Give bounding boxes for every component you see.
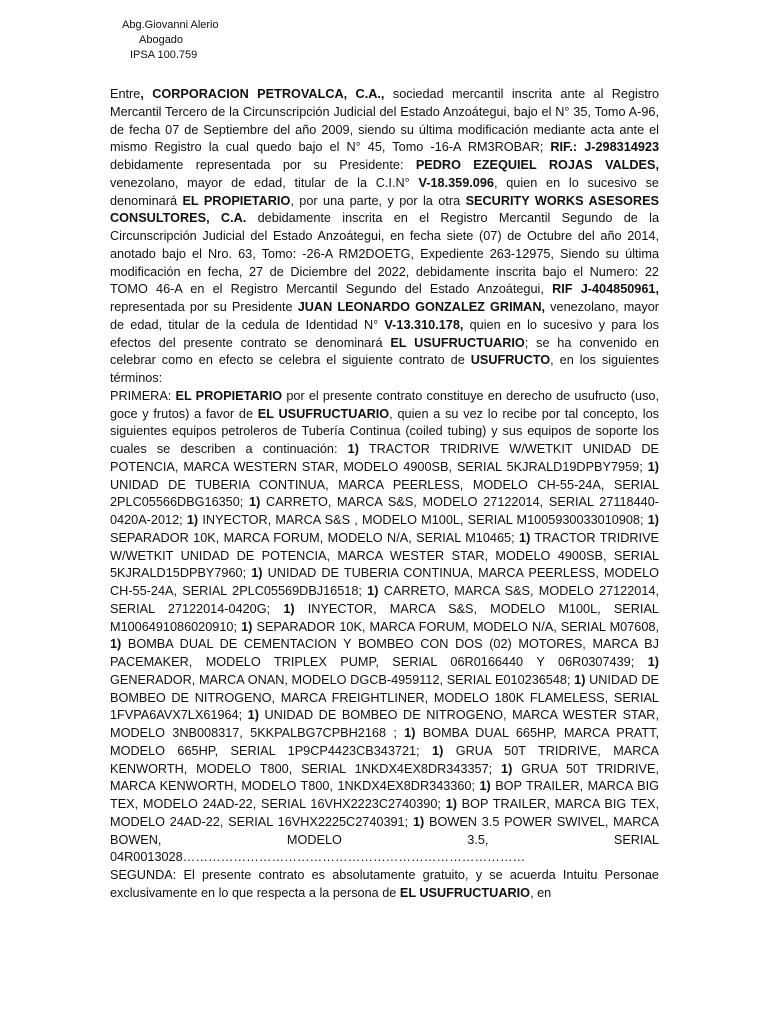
equipment-item-number: 1) xyxy=(283,601,295,616)
equipment-item-number: 1) xyxy=(367,584,379,598)
equipment-item-text: UNIDAD DE TUBERIA CONTINUA, MARCA PEERLESS, MODELO CH-55-24A, SERIAL 2PLC05566DBG16350; xyxy=(110,477,659,510)
equipment-item-number: 1) xyxy=(110,637,122,652)
equipment-item-text: CARRETO, MARCA S&S, MODELO 27122014, SERIAL 27122014-0420G; xyxy=(110,584,659,616)
equipment-item-number: 1) xyxy=(479,779,491,794)
equipment-item-number: 1) xyxy=(574,672,586,687)
equipment-item-text: GRUA 50T TRIDRIVE, MARCA KENWORTH, MODELO T800, SERIAL 1NKDX4EX8DR343357; xyxy=(110,743,660,776)
equipment-item-text: GRUA 50T TRIDRIVE, MARCA KENWORTH, MODELO T800, 1NKDX4EX8DR343360; xyxy=(110,761,660,794)
clause-primera: PRIMERA: EL PROPIETARIO por el presente contrato constituye en derecho de usufructo (uso, goce y frutos) a favor de EL USUFRUCTUARIO, quien a su vez lo recibe por tal concepto, los siguientes equipos petroleros de Tubería Continua (coiled tubing) y sus equipos de soporte los cuales se describen a continuación: 1) TRACTOR TRIDRIVE W/WETKIT UNIDAD DE POTENCIA, MARCA WESTERN STAR, MODELO 4900SB, SERIAL 5KJRALD19DPBY7959; 1) UNIDAD DE TUBERIA CONTINUA, MARCA PEERLESS, MODELO CH-55-24A, SERIAL 2PLC05566DBG16350; 1) CARRETO, MARCA S&S, MODELO 27122014, SERIAL 27118440-0420A-2012; 1) INYECTOR, MARCA S&S , MODELO M100L, SERIAL M1005930033010908; 1) SEPARADOR 10K, MARCA FORUM, MODELO N/A, SERIAL M10465; 1) TRACTOR TRIDRIVE W/WETKIT UNIDAD DE POTENCIA, MARCA WESTER STAR, MODELO 4900SB, SERIAL 5KJRALD15DPBY7960; 1) UNIDAD DE TUBERIA CONTINUA, MARCA PEERLESS, MODELO CH-55-24A, SERIAL 2PLC05569DBJ16518; 1) CARRETO, MARCA S&S, MODELO 27122014, SERIAL 27122014-0420G; 1) INYECTOR, MARCA S&S, MODELO M100L, SERIAL M1006491086020910; 1) SEPARADOR 10K, MARCA FORUM, MODELO N/A, SERIAL M07608, 1) BOMBA DUAL DE CEMENTACION Y BOMBEO CON DOS (02) MOTORES, MARCA BJ PACEMAKER, MODELO TRIPLEX PUMP, SERIAL 06R0166440 Y 06R0307439; 1) GENERADOR, MARCA ONAN, MODELO DGCB-4959112, SERIAL E010236548; 1) UNIDAD DE BOMBEO DE NITROGENO, MARCA FREIGHTLINER, MODELO 180K FLAMELESS, SERIAL 1FVPA6AVX7LX61964; 1) UNIDAD DE BOMBEO DE NITROGENO, MARCA WESTER STAR, MODELO 3NB008317, 5KKPALBG7CPBH2168 ; 1) BOMBA DUAL 665HP, MARCA PRATT, MODELO 665HP, SERIAL 1P9CP4423CB343721; 1) GRUA 50T TRIDRIVE, MARCA KENWORTH, MODELO T800, SERIAL 1NKDX4EX8DR343357; 1) GRUA 50T TRIDRIVE, MARCA KENWORTH, MODELO T800, 1NKDX4EX8DR343360; 1) BOP TRAILER, MARCA BIG TEX, MODELO 24AD-22, SERIAL 16VHX2223C2740390; 1) BOP TRAILER, MARCA BIG TEX, MODELO 24AD-22, SERIAL 16VHX2225C2740391; 1) BOWEN 3.5 POWER SWIVEL, MARCA BOWEN, MODELO 3.5, SERIAL 04R0013028……………………………………………………………………… xyxy=(110,388,660,865)
equipment-item-text: BOMBA DUAL DE CEMENTACION Y BOMBEO CON DOS (02) MOTORES, MARCA BJ PACEMAKER, MODELO TRIPLEX PUMP, SERIAL 06R0166440 Y 06R0307439; xyxy=(110,637,659,669)
letterhead xyxy=(118,18,238,63)
equipment-item-text: UNIDAD DE TUBERIA CONTINUA, MARCA PEERLESS, MODELO CH-55-24A, SERIAL 2PLC05569DBJ16518; xyxy=(110,566,659,598)
equipment-item-text: SEPARADOR 10K, MARCA FORUM, MODELO N/A, SERIAL M07608, xyxy=(252,619,659,634)
equipment-item-number: 1) xyxy=(404,726,416,740)
equipment-list xyxy=(110,442,659,864)
equipment-item-number: 1) xyxy=(647,459,659,474)
equipment-item-number: 1) xyxy=(519,530,531,545)
equipment-item-number: 1) xyxy=(432,743,444,758)
equipment-item-text: SEPARADOR 10K, MARCA FORUM, MODELO N/A, SERIAL M10465; xyxy=(110,530,520,545)
equipment-item-text: CARRETO, MARCA S&S, MODELO 27122014, SERIAL 27118440-0420A-2012; xyxy=(110,495,659,527)
contract-body xyxy=(110,86,659,903)
equipment-item-text: TRACTOR TRIDRIVE W/WETKIT UNIDAD DE POTENCIA, MARCA WESTERN STAR, MODELO 4900SB, SERIAL 5KJRALD19DPBY7959; xyxy=(110,442,659,474)
equipment-item-number: 1) xyxy=(241,619,253,634)
equipment-item-number: 1) xyxy=(445,797,457,811)
equipment-item-number: 1) xyxy=(647,655,659,669)
equipment-item-number: 1) xyxy=(412,814,425,829)
equipment-item-number: 1) xyxy=(501,761,513,776)
equipment-item-text: TRACTOR TRIDRIVE W/WETKIT UNIDAD DE POTENCIA, MARCA WESTER STAR, MODELO 4900SB, SERIAL 5KJRALD15DPBY7960; xyxy=(110,530,659,581)
clause-segunda: SEGUNDA: El presente contrato es absolutamente gratuito, y se acuerda Intuitu Personae exclusivamente en lo que respecta a la persona de EL USUFRUCTUARIO, en xyxy=(110,868,659,900)
equipment-item-number: 1) xyxy=(247,708,259,723)
letterhead-name: Abg.Giovanni Alerio xyxy=(122,19,219,31)
equipment-item xyxy=(187,513,648,527)
equipment-item-text: INYECTOR, MARCA S&S , MODELO M100L, SERIAL M1005930033010908; xyxy=(198,513,648,527)
equipment-item-number: 1) xyxy=(186,513,199,527)
letterhead-ipsa: IPSA 100.759 xyxy=(130,49,198,61)
equipment-item-number: 1) xyxy=(347,442,359,456)
intro-paragraph: Entre, CORPORACION PETROVALCA, C.A., sociedad mercantil inscrita ante al Registro Mercantil Tercero de la Circunscripción Judicial del Estado Anzoátegui, bajo el N° 35, Tomo A-96, de fecha 07 de Septiembre del año 2009, siendo su última modificación mediante acta ante el mismo Registro la cual quedo bajo el N° 45, Tomo -16-A RM3ROBAR; RIF.: J-298314923 debidamente representada por su Presidente: PEDRO EZEQUIEL ROJAS VALDES, venezolano, mayor de edad, titular de la C.I.N° V-18.359.096, quien en lo sucesivo se denominará EL PROPIETARIO, por una parte, y por la otra SECURITY WORKS ASESORES CONSULTORES, C.A. debidamente inscrita en el Registro Mercantil Segundo de la Circunscripción Judicial del Estado Anzoátegui, en fecha siete (07) de Octubre del año 2014, anotado bajo el Nro. 63, Tomo: -26-A RM2DOETG, Expediente 263-12975, Siendo su última modificación en fecha, 27 de Diciembre del 2022, debidamente inscrita bajo el Numero: 22 TOMO 46-A en el Registro Mercantil Segundo del Estado Anzoátegui, RIF J-404850961, representada por su Presidente JUAN LEONARDO GONZALEZ GRIMAN, venezolano, mayor de edad, titular de la cedula de Identidad N° V-13.310.178, quien en lo sucesivo y para los efectos del presente contrato se denominará EL USUFRUCTUARIO; se ha convenido en celebrar como en efecto se celebra el siguiente contrato de USUFRUCTO, en los siguientes términos: xyxy=(110,87,660,385)
equipment-item-text: BOP TRAILER, MARCA BIG TEX, MODELO 24AD-22, SERIAL 16VHX2223C2740390; xyxy=(110,779,660,811)
letterhead-title: Abogado xyxy=(139,34,184,46)
equipment-item xyxy=(110,637,659,669)
equipment-item-number: 1) xyxy=(249,495,261,510)
equipment-item xyxy=(241,620,659,634)
equipment-item-text: BOMBA DUAL 665HP, MARCA PRATT, MODELO 665HP, SERIAL 1P9CP4423CB343721; xyxy=(110,726,660,758)
equipment-item-text: BOP TRAILER, MARCA BIG TEX, MODELO 24AD-22, SERIAL 16VHX2225C2740391; xyxy=(110,797,659,829)
equipment-item-text: UNIDAD DE BOMBEO DE NITROGENO, MARCA WESTER STAR, MODELO 3NB008317, 5KKPALBG7CPBH2168 ; xyxy=(110,708,659,740)
equipment-item-text: BOWEN 3.5 POWER SWIVEL, MARCA BOWEN, MODELO 3.5, SERIAL 04R0013028……………………………………………………………………… xyxy=(110,814,659,865)
equipment-item-number: 1) xyxy=(647,513,659,527)
equipment-item-number: 1) xyxy=(251,566,263,581)
equipment-item-text: INYECTOR, MARCA S&S, MODELO M100L, SERIAL M1006491086020910; xyxy=(110,601,659,634)
equipment-item-text: GENERADOR, MARCA ONAN, MODELO DGCB-4959112, SERIAL E010236548; xyxy=(110,672,575,687)
equipment-item-text: UNIDAD DE BOMBEO DE NITROGENO, MARCA FREIGHTLINER, MODELO 180K FLAMELESS, SERIAL 1FVPA6AVX7LX61964; xyxy=(110,672,659,723)
